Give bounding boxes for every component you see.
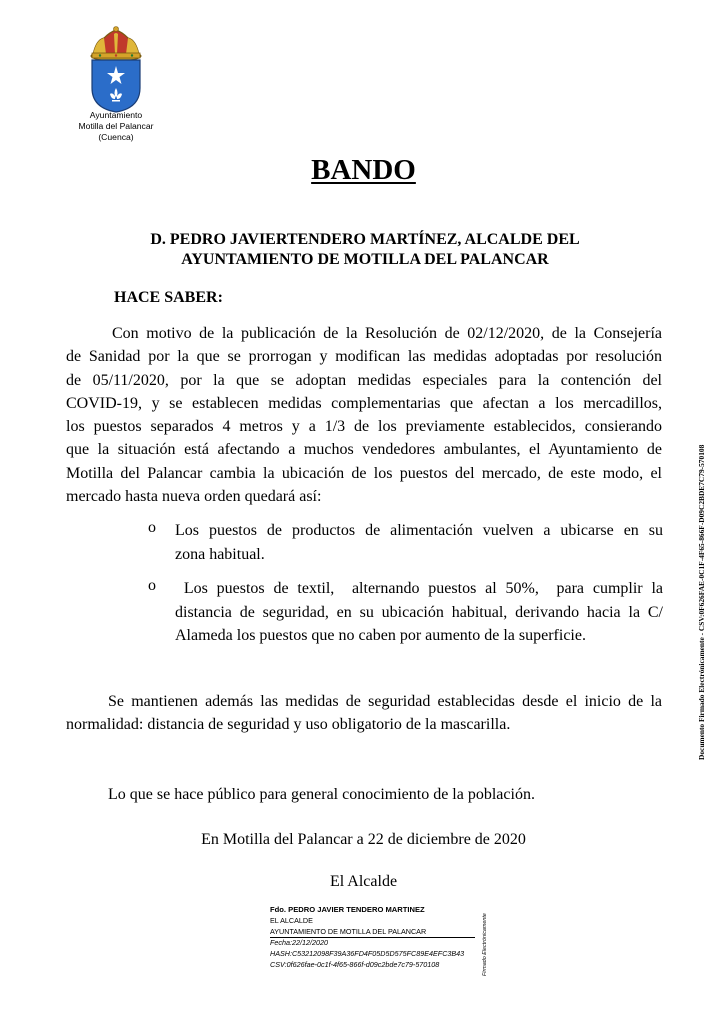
signed-electronically-label: Firmado Electrónicamente <box>482 913 488 976</box>
signature-name: Fdo. PEDRO JAVIER TENDERO MARTINEZ <box>270 905 425 914</box>
bullet-marker: o <box>148 577 156 594</box>
paragraph-line: los puestos separados 4 metros y a 1/3 de los previamente establecidos, consierando <box>66 418 662 436</box>
bullet-line: zona habitual. <box>175 545 265 563</box>
paragraph-line: Con motivo de la publicación de la Resolución de 02/12/2020, de la Consejería <box>112 325 662 342</box>
electronic-signature-block <box>270 905 480 971</box>
issuer-line: D. PEDRO JAVIERTENDERO MARTÍNEZ, ALCALDE DEL <box>150 231 580 248</box>
paragraph-line: Motilla del Palancar cambia la ubicación de los puestos del mercado, de este modo, el <box>66 464 662 482</box>
bullet-line: Alameda los puestos que no caben por aumento de la superficie. <box>175 627 586 644</box>
paragraph-line: COVID-19, y se establecen medidas complementarias que afectan a los mercadillos, <box>66 394 662 412</box>
issuer-heading <box>60 230 670 270</box>
main-paragraph <box>66 322 662 508</box>
caption-line: Ayuntamiento <box>89 110 143 120</box>
signature-csv: CSV:0f626fae-0c1f-4f65-866f-d09c2bde7c79-570108 <box>270 959 440 969</box>
paragraph-line: de Sanidad por la que se prorrogan y modifican las medidas adoptadas por resolución <box>66 348 662 366</box>
caption-line: Motilla del Palancar <box>78 121 154 131</box>
bullet-item <box>175 519 663 566</box>
bullet-item <box>175 577 663 648</box>
csv-side-note: Documento Firmado Electrónicamente - CSV:0F626FAE-0C1F-4F65-866F-D09C2BDE7C79-570108 <box>697 444 706 760</box>
issuer-line: AYUNTAMIENTO DE MOTILLA DEL PALANCAR <box>181 251 549 268</box>
caption-line: (Cuenca) <box>98 132 134 142</box>
bullet-marker: o <box>148 519 156 536</box>
signature-hash: HASH:C53212098F39A36FD4F05D5D575FC89E4EFC3B43 <box>270 949 465 959</box>
signature-date: Fecha:22/12/2020 <box>270 938 328 948</box>
bullet-line: distancia de seguridad, en su ubicación habitual, derivando hacia la C/ <box>175 603 663 621</box>
signature-role: EL ALCALDE <box>270 915 313 925</box>
document-title: BANDO <box>311 154 416 186</box>
paragraph-line: de 05/11/2020, por la que se adoptan medidas especiales para la contención del <box>66 371 662 389</box>
publication-sentence: Lo que se hace público para general conocimiento de la población. <box>108 786 535 803</box>
coat-of-arms-icon <box>88 26 144 114</box>
signer-title: El Alcalde <box>329 873 398 890</box>
measures-paragraph <box>66 690 662 737</box>
paragraph-line: que la situación está afectando a muchos vendedores ambulantes, el Ayuntamiento de <box>66 441 662 459</box>
bullet-line: Los puestos de productos de alimentación vuelven a ubicarse en su <box>175 522 663 539</box>
bullet-line: Los puestos de textil, alternando puestos al 50%, para cumplir la <box>175 580 663 597</box>
signature-org: AYUNTAMIENTO DE MOTILLA DEL PALANCAR <box>270 927 475 939</box>
municipality-caption <box>52 110 180 143</box>
paragraph-line: mercado hasta nueva orden quedará así: <box>66 488 322 506</box>
hace-saber-heading: HACE SABER: <box>114 289 223 306</box>
paragraph-line: normalidad: distancia de seguridad y uso obligatorio de la mascarilla. <box>66 716 511 734</box>
paragraph-line: Se mantienen además las medidas de seguridad establecidas desde el inicio de la <box>108 693 662 710</box>
place-and-date: En Motilla del Palancar a 22 de diciembre de 2020 <box>201 831 526 848</box>
